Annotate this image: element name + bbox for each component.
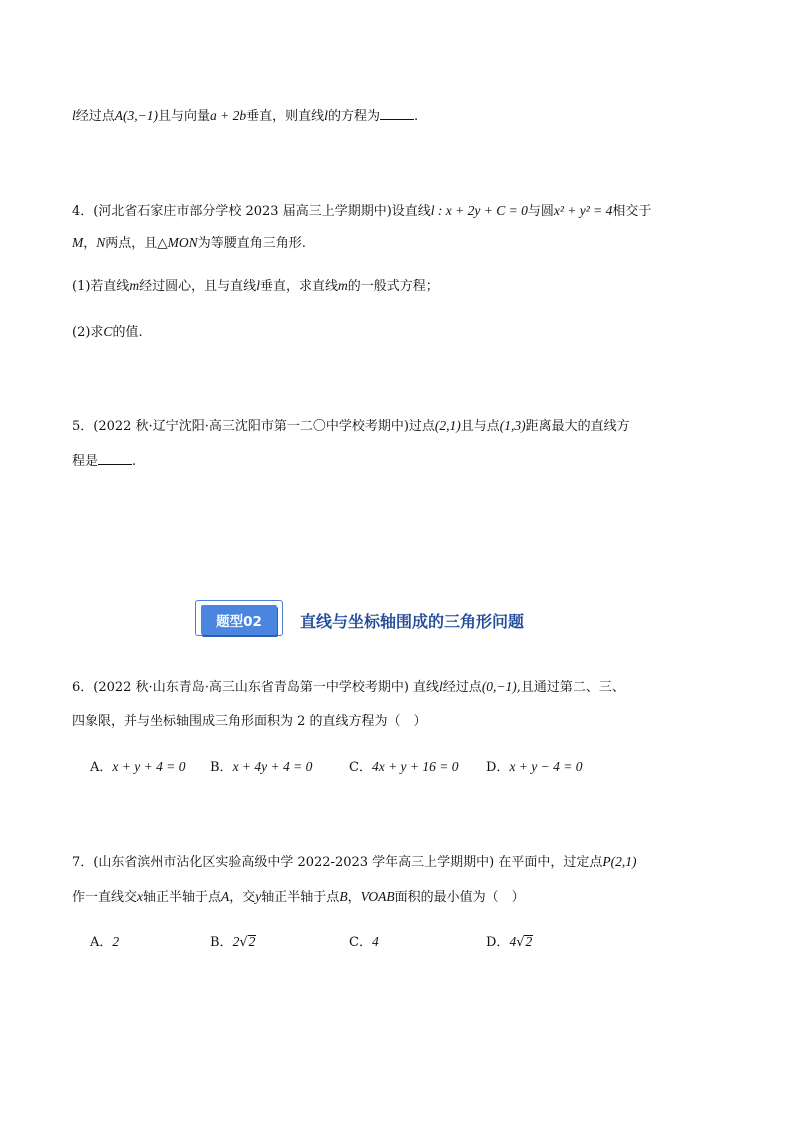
q7-text-1: 作一直线交 — [72, 890, 138, 905]
q5-text-1: 且与点 — [460, 419, 500, 434]
q6-option-c[interactable] — [349, 757, 459, 778]
q6-option-d-expr: x + y − 4 = 0 — [509, 759, 583, 774]
q4-p2-c: C — [103, 324, 113, 339]
q7-point-b: B — [339, 889, 348, 904]
q7-option-c[interactable] — [349, 932, 379, 953]
q3-text-2: 且与向量 — [158, 109, 211, 124]
q3-answer-blank[interactable] — [380, 107, 414, 120]
q6-option-a-label: A． — [90, 760, 113, 775]
q5-point-2: (1,3) — [499, 418, 526, 433]
q4-p1-e: 垂直，求直线 — [259, 279, 338, 294]
q4-triangle: △MON — [157, 235, 198, 250]
q4-text-4: 为等腰直角三角形. — [197, 236, 306, 251]
q4-circle-eq: x² + y² = 4 — [553, 203, 613, 218]
q5-text-2: 距离最大的直线方 — [525, 419, 630, 434]
q6-option-d-label: D． — [486, 760, 510, 775]
q7-option-d-coef: 4 — [509, 934, 517, 949]
q6-var-l: l — [439, 679, 443, 694]
q4-part2 — [72, 322, 734, 343]
q4-line2 — [72, 233, 734, 254]
q4-point-m: M — [72, 235, 84, 250]
q4-text-3: 两点，且 — [105, 236, 158, 251]
q7-text-3: ，交 — [229, 890, 256, 905]
q3-point-a: A(3,−1) — [114, 108, 159, 123]
q5-text-3: 程是 — [72, 454, 99, 469]
q7-axis-y: y — [255, 889, 262, 904]
q6-option-c-expr: 4x + y + 16 = 0 — [371, 759, 459, 774]
q4-p1-c: 经过圆心，且与直线 — [139, 279, 257, 294]
q5-answer-blank[interactable] — [98, 452, 132, 465]
q4-p1-m2: m — [337, 278, 348, 293]
q7-option-a[interactable] — [90, 932, 119, 953]
q7-stem: 7．(山东省滨州市沾化区实验高级中学 2022-2023 学年高三上学期期中) 在平面中，过定点 — [72, 855, 603, 870]
q6-stem: 6．(2022 秋·山东青岛·高三山东省青岛第一中学校考期中) 直线 — [72, 680, 440, 695]
q7-option-a-label: A． — [90, 935, 113, 950]
q4-comma: ， — [83, 236, 97, 251]
q6-option-c-label: C． — [349, 760, 372, 775]
q4-point-n: N — [96, 235, 106, 250]
q7-text-4: 轴正半轴于点 — [261, 890, 340, 905]
q3-var-l2: l — [324, 108, 328, 123]
q7-triangle: VOAB — [360, 889, 395, 904]
q4-p1-l: l — [256, 278, 260, 293]
q4-p1-a: (1)若直线 — [72, 279, 130, 294]
q7-text-2: 轴正半轴于点 — [143, 890, 222, 905]
q4-line1 — [72, 201, 734, 222]
q6-option-a-expr: x + y + 4 = 0 — [112, 759, 186, 774]
q7-text-6: 面积的最小值为（ ） — [394, 890, 525, 905]
q7-line2 — [72, 887, 734, 908]
q5-stem: 5．(2022 秋·辽宁沈阳·高三沈阳市第一二〇中学校考期中)过点 — [72, 419, 435, 434]
q6-line2: 四象限，并与坐标轴围成三角形面积为 2 的直线方程为（ ） — [72, 714, 427, 729]
q7-option-a-expr: 2 — [112, 934, 120, 949]
q3-vector-expr: a + 2b — [210, 108, 247, 123]
q7-option-d-radical-sign: √ — [516, 935, 525, 950]
q6-point: (0,−1) — [481, 679, 517, 694]
q7-option-b-label: B． — [210, 935, 233, 950]
q4-p2-a: (2)求 — [72, 325, 104, 340]
q7-option-b-coef: 2 — [232, 934, 240, 949]
q6-option-b-label: B． — [210, 760, 233, 775]
q7-point-p: P(2,1) — [602, 854, 637, 869]
section-title: 直线与坐标轴围成的三角形问题 — [300, 612, 525, 631]
q7-axis-x: x — [137, 889, 144, 904]
q4-text-2: 相交于 — [612, 204, 652, 219]
q6-line1 — [72, 677, 734, 698]
q7-point-a: A — [221, 889, 230, 904]
q7-option-d[interactable] — [486, 932, 533, 953]
q6-text-2: ,且通过第二、三、 — [516, 680, 625, 695]
q7-text-5: ， — [347, 890, 361, 905]
q7-option-b-radicand: 2 — [248, 934, 256, 949]
q3-text-4: 的方程为 — [327, 109, 380, 124]
q6-option-b-expr: x + 4y + 4 = 0 — [232, 759, 313, 774]
q5-line1 — [72, 416, 734, 437]
q7-option-d-radicand: 2 — [525, 934, 533, 949]
q4-p1-m: m — [129, 278, 140, 293]
section-badge-label: 题型02 — [201, 605, 277, 635]
q6-text-1: 经过点 — [442, 680, 482, 695]
q7-option-c-expr: 4 — [371, 934, 379, 949]
q5-point-1: (2,1) — [434, 418, 461, 433]
q4-stem: 4．(河北省石家庄市部分学校 2023 届高三上学期期中)设直线 — [72, 204, 431, 219]
q7-option-d-label: D． — [486, 935, 510, 950]
q3-period: . — [413, 109, 419, 124]
q6-option-a[interactable] — [90, 757, 185, 778]
section-badge — [195, 600, 283, 640]
q3-text-1: 经过点 — [75, 109, 115, 124]
q5-period: . — [132, 454, 137, 469]
q4-part1 — [72, 276, 734, 297]
q4-line-eq: l : x + 2y + C = 0 — [430, 203, 528, 218]
q4-text-1: 与圆 — [527, 204, 554, 219]
q4-p1-g: 的一般式方程； — [347, 279, 439, 294]
q3-text-3: 垂直，则直线 — [246, 109, 325, 124]
q3-line — [72, 106, 734, 127]
q6-option-d[interactable] — [486, 757, 583, 778]
q3-var-l: l — [72, 108, 76, 123]
q7-line1 — [72, 852, 734, 873]
q7-option-c-label: C． — [349, 935, 372, 950]
q4-p2-text: 的值. — [112, 325, 143, 340]
q6-option-b[interactable] — [210, 757, 312, 778]
q7-option-b[interactable] — [210, 932, 256, 953]
q7-option-b-radical-sign: √ — [239, 935, 248, 950]
q5-line2 — [72, 452, 734, 472]
